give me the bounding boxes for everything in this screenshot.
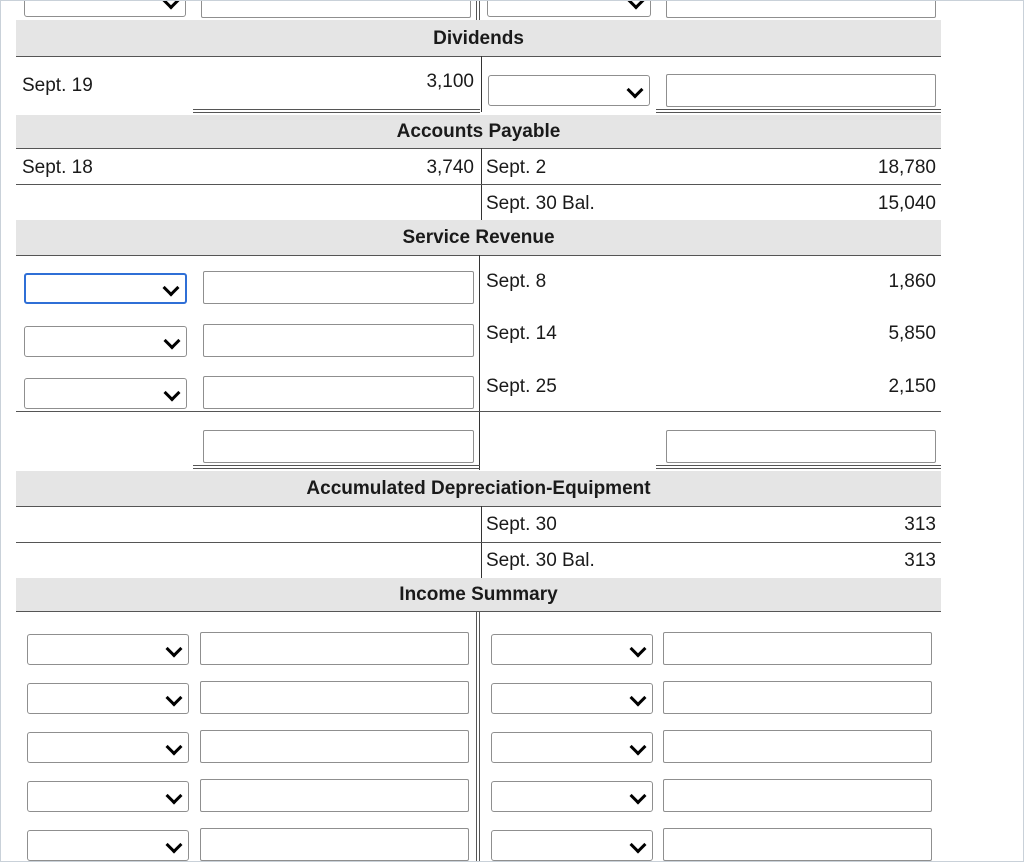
prev-debit-amount-input[interactable] xyxy=(201,0,471,18)
chevron-down-icon xyxy=(628,0,645,9)
chevron-down-icon xyxy=(166,836,183,853)
dividends-debit-total-line xyxy=(193,109,480,113)
accumulated-depreciation-header xyxy=(16,471,941,506)
accumulated-depreciation-title: Accumulated Depreciation-Equipment xyxy=(306,478,651,499)
chevron-down-icon xyxy=(163,279,180,296)
ap-row-divider xyxy=(16,184,941,185)
ad-credit-amount-1: 313 xyxy=(904,514,936,535)
ap-credit-date-2: Sept. 30 Bal. xyxy=(486,193,595,214)
ap-debit-date-1: Sept. 18 xyxy=(22,157,93,178)
is-debit-amount-input-5[interactable] xyxy=(200,828,469,861)
sr-credit-amount-2: 5,850 xyxy=(888,323,936,344)
is-credit-amount-input-2[interactable] xyxy=(663,681,932,714)
is-debit-date-select-3[interactable] xyxy=(27,732,189,763)
is-debit-amount-input-4[interactable] xyxy=(200,779,469,812)
is-debit-date-select-5[interactable] xyxy=(27,830,189,861)
chevron-down-icon xyxy=(630,836,647,853)
sr-credit-date-1: Sept. 8 xyxy=(486,271,547,292)
dividends-credit-amount-input[interactable] xyxy=(666,74,936,107)
sr-debit-date-select-1[interactable] xyxy=(24,273,187,304)
dividends-credit-total-line xyxy=(656,109,941,113)
sr-debit-date-select-3[interactable] xyxy=(24,378,187,409)
chevron-down-icon xyxy=(630,787,647,804)
sr-debit-date-select-2[interactable] xyxy=(24,326,187,357)
dividends-vertical-divider xyxy=(481,56,482,112)
chevron-down-icon xyxy=(630,640,647,657)
is-debit-date-select-2[interactable] xyxy=(27,683,189,714)
accounts-payable-header xyxy=(16,115,941,148)
is-credit-amount-input-5[interactable] xyxy=(663,828,932,861)
chevron-down-icon xyxy=(166,738,183,755)
dividends-debit-amount: 3,100 xyxy=(426,71,474,92)
dividends-credit-date-select[interactable] xyxy=(488,75,650,106)
ap-debit-amount-1: 3,740 xyxy=(426,157,474,178)
is-debit-date-select-1[interactable] xyxy=(27,634,189,665)
is-credit-date-select-4[interactable] xyxy=(491,781,653,812)
chevron-down-icon xyxy=(166,787,183,804)
ap-credit-amount-2: 15,040 xyxy=(877,193,936,214)
prev-debit-date-select[interactable] xyxy=(24,0,186,17)
service-revenue-vertical-divider xyxy=(479,255,480,470)
sr-debit-total-input[interactable] xyxy=(203,430,474,463)
is-credit-amount-input-1[interactable] xyxy=(663,632,932,665)
chevron-down-icon xyxy=(163,0,180,9)
ap-credit-amount-1: 18,780 xyxy=(877,157,936,178)
sr-credit-total-input[interactable] xyxy=(666,430,936,463)
sr-credit-date-2: Sept. 14 xyxy=(486,323,557,344)
service-revenue-header xyxy=(16,220,941,255)
dividends-header xyxy=(16,20,941,56)
is-credit-amount-input-3[interactable] xyxy=(663,730,932,763)
is-credit-date-select-1[interactable] xyxy=(491,634,653,665)
prev-credit-amount-input[interactable] xyxy=(666,0,936,18)
ad-credit-date-2: Sept. 30 Bal. xyxy=(486,550,595,571)
chevron-down-icon xyxy=(164,384,181,401)
ad-credit-amount-2: 313 xyxy=(904,550,936,571)
sr-credit-amount-3: 2,150 xyxy=(888,376,936,397)
ad-credit-date-1: Sept. 30 xyxy=(486,514,557,535)
is-debit-amount-input-1[interactable] xyxy=(200,632,469,665)
accounts-payable-header-underline xyxy=(16,148,941,149)
accounts-payable-title: Accounts Payable xyxy=(396,121,561,142)
chevron-down-icon xyxy=(164,332,181,349)
prev-t-account-vertical-divider xyxy=(476,0,480,20)
sr-totals-divider xyxy=(16,411,941,412)
ad-row-divider xyxy=(16,542,941,543)
service-revenue-title: Service Revenue xyxy=(402,227,555,248)
income-summary-header xyxy=(16,578,941,611)
ap-credit-date-1: Sept. 2 xyxy=(486,157,547,178)
chevron-down-icon xyxy=(630,738,647,755)
sr-credit-amount-1: 1,860 xyxy=(888,271,936,292)
sr-credit-date-3: Sept. 25 xyxy=(486,376,557,397)
dividends-header-underline xyxy=(16,56,941,57)
sr-credit-total-line xyxy=(656,465,941,469)
is-credit-amount-input-4[interactable] xyxy=(663,779,932,812)
is-credit-date-select-2[interactable] xyxy=(491,683,653,714)
is-debit-date-select-4[interactable] xyxy=(27,781,189,812)
chevron-down-icon xyxy=(627,81,644,98)
chevron-down-icon xyxy=(166,640,183,657)
prev-credit-date-select[interactable] xyxy=(487,0,651,17)
is-credit-date-select-5[interactable] xyxy=(491,830,653,861)
dividends-debit-date: Sept. 19 xyxy=(22,75,93,96)
sr-debit-amount-input-3[interactable] xyxy=(203,376,474,409)
accumulated-depreciation-header-underline xyxy=(16,506,941,507)
chevron-down-icon xyxy=(630,689,647,706)
dividends-title: Dividends xyxy=(433,28,524,49)
income-summary-title: Income Summary xyxy=(399,584,558,605)
sr-debit-amount-input-1[interactable] xyxy=(203,271,474,304)
sr-debit-amount-input-2[interactable] xyxy=(203,324,474,357)
is-credit-date-select-3[interactable] xyxy=(491,732,653,763)
is-debit-amount-input-2[interactable] xyxy=(200,681,469,714)
chevron-down-icon xyxy=(166,689,183,706)
is-debit-amount-input-3[interactable] xyxy=(200,730,469,763)
income-summary-vertical-divider xyxy=(476,612,480,862)
sr-debit-total-line xyxy=(193,465,480,469)
